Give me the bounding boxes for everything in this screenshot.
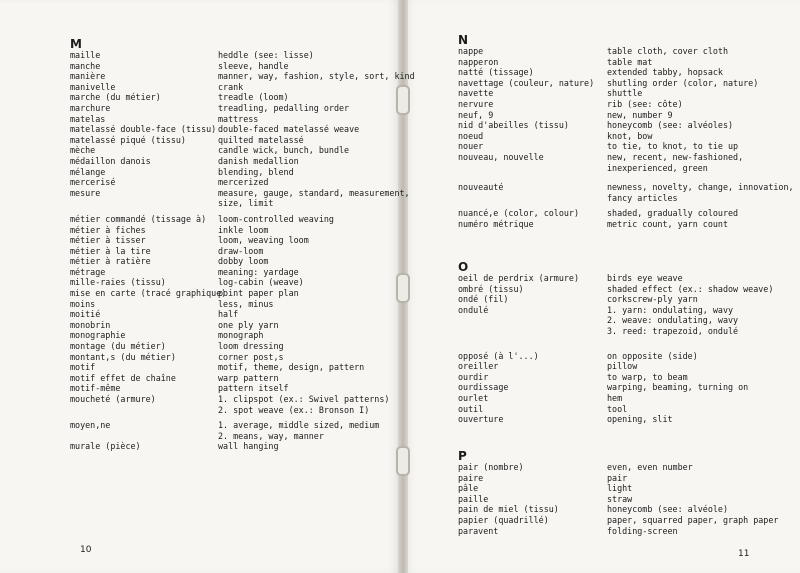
french-term: outil — [458, 403, 484, 414]
french-term: métier à la tire — [70, 245, 151, 256]
french-term: navette — [458, 88, 494, 99]
english-translation: honeycomb (see: alvéoles) — [607, 120, 734, 131]
french-term: numéro métrique — [458, 218, 534, 229]
english-translation: log-cabin (weave) — [218, 277, 304, 288]
french-term: moins — [70, 298, 96, 309]
french-term: nuancé,e (color, colour) — [458, 208, 580, 219]
english-translation: extended tabby, hopsack — [607, 67, 723, 78]
english-translation: pillow — [607, 361, 638, 372]
french-term: métier commandé (tissage à) — [70, 213, 207, 224]
english-translation: 2. means, way, manner — [218, 430, 324, 441]
french-term: matelassé double-face (tissu) — [70, 124, 217, 135]
french-term: monographie — [70, 330, 126, 341]
p-english-terms — [607, 462, 778, 536]
french-term: métier à tisser — [70, 235, 146, 246]
english-translation: point paper plan — [218, 288, 299, 299]
french-term: ourdir — [458, 371, 489, 382]
english-translation: inkle loom — [218, 224, 269, 235]
french-term: pâle — [458, 483, 479, 494]
french-term: montage (du métier) — [70, 341, 166, 352]
french-term: moitié — [70, 309, 101, 320]
french-term: paravent — [458, 525, 499, 536]
english-translation: table cloth, cover cloth — [607, 46, 729, 56]
french-term: natté (tissage) — [458, 67, 534, 78]
french-term: pain de miel (tissu) — [458, 504, 559, 515]
english-translation: quilted matelassé — [218, 134, 304, 145]
french-term: oreiller — [458, 361, 499, 372]
o-english-terms — [607, 273, 773, 425]
french-term: marche (du métier) — [70, 92, 161, 103]
french-term: neuf, 9 — [458, 109, 494, 120]
page-number-left: 10 — [80, 545, 92, 555]
french-term: paille — [458, 493, 489, 504]
english-translation: size, limit — [218, 198, 274, 209]
english-translation: shutling order (color, nature) — [607, 77, 759, 88]
english-translation: pattern itself — [218, 383, 289, 394]
english-translation: metric count, yarn count — [607, 218, 729, 229]
english-translation: corkscrew-ply yarn — [607, 294, 698, 305]
english-translation: draw-loom — [218, 245, 264, 256]
section-letter-n: N — [458, 33, 469, 47]
english-translation: blending, blend — [218, 166, 294, 177]
english-translation: 3. reed: trapezoid, ondulé — [607, 325, 739, 336]
english-translation: 1. clipspot (ex.: Swivel patterns) — [218, 394, 390, 404]
english-translation: mercerized — [218, 177, 269, 188]
english-translation: treadle (loom) — [218, 92, 289, 103]
french-term: ondulé — [458, 304, 489, 315]
english-translation: opening, slit — [607, 414, 673, 425]
english-translation: warping, beaming, turning on — [607, 382, 749, 393]
page-number-right: 11 — [738, 549, 750, 559]
french-term: marchure — [70, 102, 111, 113]
english-translation: 1. yarn: ondulating, wavy — [607, 304, 734, 315]
section-letter-o: O — [458, 260, 469, 274]
french-term — [458, 326, 579, 337]
section-letter-m: M — [70, 37, 82, 51]
english-translation: to warp, to beam — [607, 371, 688, 382]
english-translation: new, recent, new-fashioned, — [607, 151, 744, 162]
english-translation: honeycomb (see: alvéole) — [607, 504, 729, 515]
english-translation: to tie, to knot, to tie up — [607, 141, 739, 152]
english-translation: rib (see: côte) — [607, 98, 683, 109]
french-term: opposé (à l'...) — [458, 350, 539, 361]
french-term: mercerisé — [70, 177, 116, 188]
french-term: métier à fiches — [70, 224, 146, 235]
french-term: montant,s (du métier) — [70, 351, 176, 362]
french-term — [70, 405, 226, 416]
english-translation: danish medallion — [218, 155, 299, 166]
french-term: moucheté (armure) — [70, 394, 156, 404]
english-translation: heddle (see: lisse) — [218, 50, 314, 60]
french-term: motif — [70, 362, 96, 373]
french-term: ouverture — [458, 414, 504, 425]
french-term — [458, 193, 594, 204]
english-translation: knot, bow — [607, 130, 653, 141]
french-term: motif-même — [70, 383, 121, 394]
english-translation: paper, squarred paper, graph paper — [607, 514, 779, 525]
french-term: noeud — [458, 130, 484, 141]
french-term: mesure — [70, 187, 101, 198]
english-translation: shuttle — [607, 88, 643, 99]
m-french-terms — [70, 50, 226, 452]
french-term — [70, 198, 226, 209]
french-term: napperon — [458, 56, 499, 67]
english-translation: warp pattern — [218, 372, 279, 383]
french-term: matelas — [70, 113, 106, 124]
french-term: métrage — [70, 266, 106, 277]
french-term: nervure — [458, 98, 494, 109]
french-term: ombré (tissu) — [458, 283, 524, 294]
m-english-terms — [218, 50, 415, 452]
french-term: papier (quadrillé) — [458, 514, 549, 525]
english-translation: meaning: yardage — [218, 266, 299, 277]
french-term: mise en carte (tracé graphique) — [70, 288, 227, 299]
french-term: mélange — [70, 166, 106, 177]
english-translation: new, number 9 — [607, 109, 673, 120]
english-translation: hem — [607, 392, 623, 403]
english-translation: dobby loom — [218, 256, 269, 267]
english-translation: straw — [607, 493, 633, 504]
english-translation: birds eye weave — [607, 273, 683, 283]
french-term: médaillon danois — [70, 155, 151, 166]
english-translation: measure, gauge, standard, measurement, — [218, 187, 410, 198]
french-term: nouveauté — [458, 182, 504, 193]
english-translation: monograph — [218, 330, 264, 341]
english-translation: 2. weave: ondulating, wavy — [607, 315, 739, 326]
english-translation: 1. average, middle sized, medium — [218, 420, 380, 431]
english-translation: sleeve, handle — [218, 60, 289, 71]
english-translation: shaded effect (ex.: shadow weave) — [607, 283, 774, 294]
english-translation: double-faced matelassé weave — [218, 124, 360, 135]
english-translation: half — [218, 309, 239, 320]
french-term: nouveau, nouvelle — [458, 151, 544, 162]
french-term: matelassé piqué (tissu) — [70, 134, 186, 145]
french-term: monobrin — [70, 319, 111, 330]
french-term: manche — [70, 60, 101, 71]
english-translation: loom-controlled weaving — [218, 213, 334, 224]
french-term: motif effet de chaîne — [70, 372, 176, 383]
english-translation: loom dressing — [218, 341, 284, 352]
french-term: maille — [70, 50, 101, 60]
french-term: ourlet — [458, 392, 489, 403]
french-term: mille-raies (tissu) — [70, 277, 166, 288]
english-translation: even, even number — [607, 462, 693, 472]
english-translation: candle wick, bunch, bundle — [218, 145, 350, 156]
english-translation: table mat — [607, 56, 653, 67]
french-term: moyen,ne — [70, 420, 111, 431]
english-translation: newness, novelty, change, innovation, — [607, 182, 794, 193]
french-term: ourdissage — [458, 382, 509, 393]
french-term: murale (pièce) — [70, 441, 141, 452]
french-term: nid d'abeilles (tissu) — [458, 120, 569, 131]
english-translation: on opposite (side) — [607, 350, 698, 361]
english-translation: shaded, gradually coloured — [607, 208, 739, 219]
french-term — [458, 163, 594, 174]
english-translation: wall hanging — [218, 441, 279, 452]
english-translation: crank — [218, 81, 244, 92]
french-term: navettage (couleur, nature) — [458, 77, 595, 88]
english-translation: fancy articles — [607, 192, 678, 203]
english-translation: one ply yarn — [218, 319, 279, 330]
french-term: nappe — [458, 46, 484, 56]
french-term: métier à ratière — [70, 256, 151, 267]
english-translation: less, minus — [218, 298, 274, 309]
o-french-terms — [458, 273, 579, 425]
french-term: mèche — [70, 145, 96, 156]
french-term — [70, 431, 226, 442]
n-french-terms — [458, 46, 594, 230]
french-term: manivelle — [70, 81, 116, 92]
english-translation: 2. spot weave (ex.: Bronson I) — [218, 404, 370, 415]
english-translation: folding-screen — [607, 525, 678, 536]
english-translation: treadling, pedalling order — [218, 102, 350, 113]
french-term: nouer — [458, 141, 484, 152]
french-term: manière — [70, 71, 106, 82]
french-term: oeil de perdrix (armure) — [458, 273, 580, 283]
english-translation: motif, theme, design, pattern — [218, 362, 365, 373]
p-french-terms — [458, 462, 559, 536]
english-translation: manner, way, fashion, style, sort, kind — [218, 71, 415, 82]
english-translation: light — [607, 483, 633, 494]
section-letter-p: P — [458, 449, 467, 463]
english-translation: mattress — [218, 113, 259, 124]
english-translation: tool — [607, 403, 628, 414]
french-term — [458, 315, 579, 326]
english-translation: loom, weaving loom — [218, 235, 309, 246]
french-term: ondé (fil) — [458, 294, 509, 305]
english-translation: corner post,s — [218, 351, 284, 362]
french-term: pair (nombre) — [458, 462, 524, 472]
n-english-terms — [607, 46, 794, 230]
french-term: paire — [458, 472, 484, 483]
english-translation: inexperienced, green — [607, 162, 708, 173]
english-translation: pair — [607, 472, 628, 483]
